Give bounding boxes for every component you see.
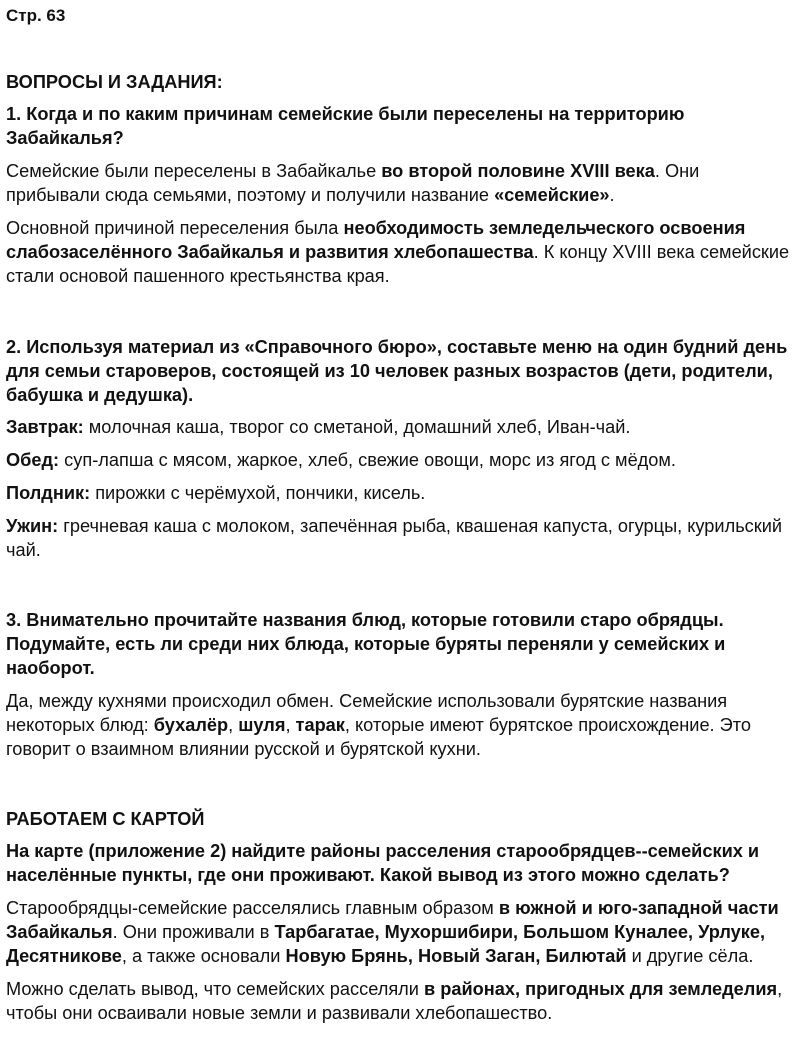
menu-item-breakfast: [6, 415, 794, 439]
section-heading-map: РАБОТАЕМ С КАРТОЙ: [6, 809, 205, 829]
bold-span: в районах, пригодных для земледелия: [424, 979, 778, 999]
question-2: 2. Используя материал из «Справочного бюро», составьте меню на один будний день для семьи староверов, состоящей из 10 человек разных возрастов (дети, родители, бабушка и дедушка).: [6, 337, 788, 405]
menu-text: молочная каша, творог со сметаной, домашний хлеб, Иван-чай.: [83, 417, 631, 437]
question-1: 1. Когда и по каким причинам семейские были переселены на территорию Забайкалья?: [6, 104, 685, 148]
bold-span: шуля: [238, 715, 286, 735]
text-span: , чтобы они осваивали новые земли и развивали хлебопашество.: [6, 979, 783, 1023]
bold-span: Новую Брянь, Новый Заган, Билютай: [285, 946, 627, 966]
map-question: На карте (приложение 2) найдите районы расселения старообрядцев--семейских и населённые пункты, где они проживают. Какой вывод из этого можно сделать?: [6, 841, 760, 885]
text-span: Можно сделать вывод, что семейских расселяли: [6, 979, 425, 999]
menu-label: Завтрак:: [6, 417, 84, 437]
bold-span: бухалёр: [153, 715, 229, 735]
menu-item-dinner: [6, 514, 794, 562]
text-span: и другие сёла.: [626, 946, 754, 966]
text-span: . Они прибывали сюда семьями, поэтому и получили название: [6, 161, 700, 205]
text-span: ,: [228, 715, 239, 735]
text-span: , которые имеют бурятское происхождение. Это говорит о взаимном влиянии русской и бурятской кухни.: [6, 715, 751, 759]
menu-text: пирожки с черёмухой, пончики, кисель.: [90, 483, 426, 503]
text-span: ,: [285, 715, 296, 735]
map-answer-paragraph-1: [6, 896, 794, 968]
answer-1-paragraph-1: [6, 159, 794, 207]
question-3: 3. Внимательно прочитайте названия блюд, которые готовили старо обрядцы. Подумайте, есть ли среди них блюда, которые буряты переняли у семейских и наоборот.: [6, 610, 726, 678]
section-heading-questions: ВОПРОСЫ И ЗАДАНИЯ:: [6, 72, 223, 92]
bold-span: во второй половине XVIII века: [381, 161, 655, 181]
bold-span: необходимость земледельческого освоения слабозаселённого Забайкалья и развития хлебопашества: [6, 218, 746, 262]
menu-text: гречневая каша с молоком, запечённая рыба, квашеная капуста, огурцы, курильский чай.: [6, 516, 783, 560]
text-span: . К концу XVIII века семейские стали основой пашенного крестьянства края.: [6, 242, 790, 286]
menu-label: Ужин:: [6, 516, 59, 536]
text-span: Основной причиной переселения была: [6, 218, 344, 238]
menu-text: суп-лапша с мясом, жаркое, хлеб, свежие овощи, морс из ягод с мёдом.: [59, 450, 676, 470]
menu-item-lunch: [6, 448, 794, 472]
answer-3: [6, 689, 794, 761]
text-span: Семейские были переселены в Забайкалье: [6, 161, 382, 181]
text-span: . Они проживали в: [112, 922, 275, 942]
bold-span: в южной и юго-западной части Забайкалья: [6, 898, 779, 942]
text-span: , а также основали: [121, 946, 286, 966]
bold-span: Тарбагатае, Мухоршибири, Большом Куналее, Урлуке, Десятникове: [6, 922, 766, 966]
menu-item-snack: [6, 481, 794, 505]
bold-span: тарак: [295, 715, 345, 735]
menu-label: Обед:: [6, 450, 60, 470]
page-number: Стр. 63: [6, 6, 66, 25]
answer-1-paragraph-2: [6, 216, 794, 288]
menu-label: Полдник:: [6, 483, 91, 503]
bold-span: «семейские»: [494, 185, 610, 205]
text-span: Да, между кухнями происходил обмен. Семейские использовали бурятские названия некоторых блюд:: [6, 691, 728, 735]
text-span: .: [609, 185, 615, 205]
text-span: Старообрядцы-семейские расселялись главным образом: [6, 898, 499, 918]
map-answer-paragraph-2: [6, 977, 794, 1025]
